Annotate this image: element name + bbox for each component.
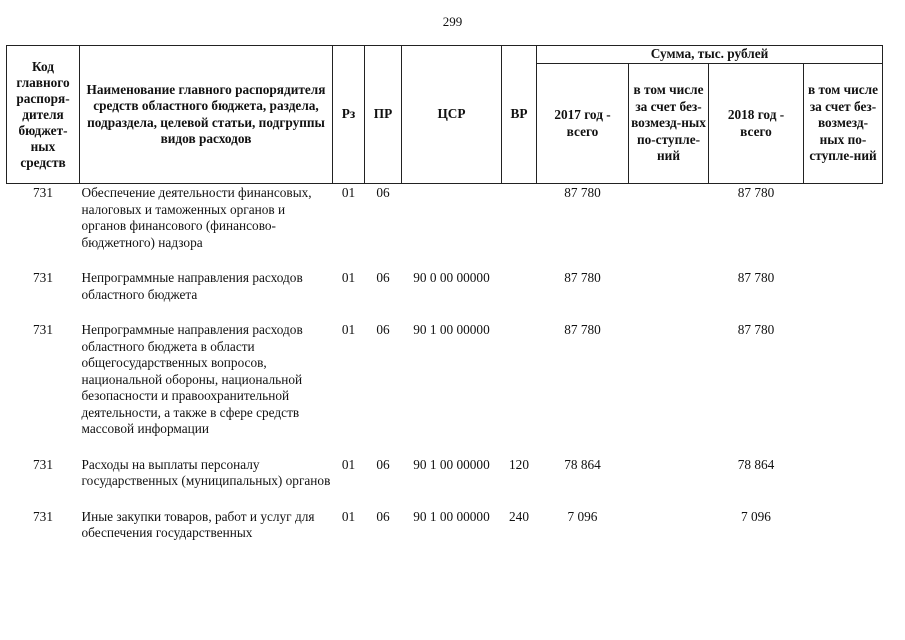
- cell-pr: 06: [376, 270, 390, 285]
- page-number: 299: [442, 14, 463, 29]
- cell-free-2018: [804, 509, 883, 561]
- cell-vr: 240: [509, 508, 529, 524]
- cell-csr: 90 1 00 00000: [413, 508, 490, 524]
- cell-sum-2018: 78 864: [737, 456, 775, 472]
- cell-name: Обеспечение деятельности финансовых, налоговых и таможенных органов и органов финансового (финансово-бюджетного) надзора: [81, 185, 312, 250]
- header-2018-free: в том числе за счет без-возмезд-ных по-ступле-ний: [804, 64, 883, 184]
- cell-name: Непрограммные направления расходов областного бюджета в области общегосударственных вопросов, национальной обороны, национальной безопасности и правоохранительной деятельности, а также в сфере средств массовой информации: [81, 322, 303, 436]
- cell-vr: 120: [509, 456, 529, 472]
- cell-code: 731: [33, 270, 53, 285]
- header-sum-group: Сумма, тыс. рублей: [537, 46, 883, 64]
- cell-sum-2018: 87 780: [737, 185, 775, 200]
- cell-free-2017: [629, 322, 709, 457]
- header-pr: ПР: [365, 46, 402, 184]
- cell-pr: 06: [376, 508, 390, 524]
- cell-code: 731: [33, 322, 53, 337]
- header-2018-total: 2018 год - всего: [709, 64, 804, 184]
- table-body: [7, 184, 883, 561]
- cell-rz: 01: [341, 322, 356, 337]
- cell-sum-2018: 7 096: [741, 508, 771, 524]
- table-row: [7, 509, 883, 561]
- cell-rz: 01: [341, 185, 356, 200]
- cell-rz: 01: [341, 508, 356, 524]
- cell-code: 731: [33, 185, 53, 200]
- cell-csr: 90 1 00 00000: [413, 456, 490, 472]
- cell-code: 731: [33, 456, 53, 472]
- header-vr: ВР: [502, 46, 537, 184]
- cell-free-2017: [629, 457, 709, 509]
- cell-code: 731: [33, 508, 53, 524]
- table-header: [7, 46, 883, 184]
- cell-free-2017: [629, 184, 709, 271]
- cell-pr: 06: [376, 456, 390, 472]
- cell-vr: [502, 270, 537, 322]
- header-name: Наименование главного распорядителя средств областного бюджета, раздела, подраздела, целевой статьи, подгруппы видов расходов: [80, 46, 333, 184]
- table-row: [7, 270, 883, 322]
- cell-free-2017: [629, 509, 709, 561]
- cell-sum-2017: 78 864: [564, 456, 601, 472]
- header-2017-total: 2017 год - всего: [537, 64, 629, 184]
- cell-sum-2018: 87 780: [737, 322, 775, 337]
- cell-free-2018: [804, 457, 883, 509]
- cell-free-2017: [629, 270, 709, 322]
- cell-sum-2017: 7 096: [567, 508, 598, 524]
- cell-rz: 01: [341, 456, 356, 472]
- cell-sum-2018: 87 780: [737, 270, 775, 285]
- cell-name: Иные закупки товаров, работ и услуг для обеспечения государственных: [81, 508, 315, 540]
- table-row: [7, 457, 883, 509]
- cell-sum-2017: 87 780: [564, 270, 601, 285]
- cell-csr: 90 0 00 00000: [413, 270, 490, 285]
- cell-free-2018: [804, 184, 883, 271]
- cell-free-2018: [804, 322, 883, 457]
- cell-name: Расходы на выплаты персоналу государственных (муниципальных) органов: [81, 456, 331, 488]
- cell-csr: 90 1 00 00000: [413, 322, 490, 337]
- cell-free-2018: [804, 270, 883, 322]
- cell-vr: [502, 184, 537, 271]
- budget-table: [6, 45, 883, 561]
- cell-pr: 06: [376, 185, 390, 200]
- cell-sum-2017: 87 780: [564, 322, 601, 337]
- header-csr: ЦСР: [402, 46, 502, 184]
- cell-pr: 06: [376, 322, 390, 337]
- cell-rz: 01: [341, 270, 356, 285]
- table-row: [7, 184, 883, 271]
- table-row: [7, 322, 883, 457]
- cell-sum-2017: 87 780: [564, 185, 601, 200]
- cell-name: Непрограммные направления расходов областного бюджета: [81, 270, 303, 302]
- header-2017-free: в том числе за счет без-возмезд-ных по-ступле-ний: [629, 64, 709, 184]
- cell-csr: [402, 184, 502, 271]
- cell-vr: [502, 322, 537, 457]
- header-code: Код главного распоря-дителя бюджет-ных средств: [7, 46, 80, 184]
- header-rz: Рз: [333, 46, 365, 184]
